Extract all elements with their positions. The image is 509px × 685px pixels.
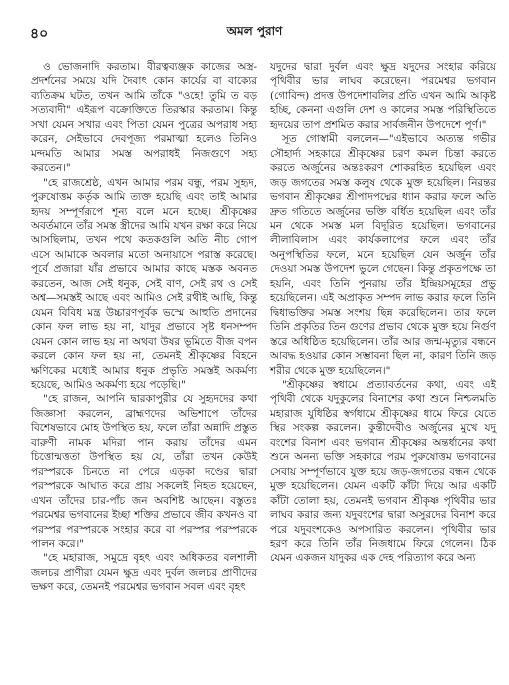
right-column bbox=[270, 60, 496, 566]
page-header bbox=[0, 22, 509, 44]
paragraph: ও ভোজনাদি করতাম। বীরত্বব্যঞ্জক কাজের অস্ত্র-প্রদর্শনের সময়ে যদি দৈবাৎ কোন কার্যের বা বাক্যের ব্যতিক্রম ঘটত, তখন আমি তাঁকে "ওহে! তুমি ত বড় সত্যবাদী" এইরূপ বক্রোক্তিতে তিরস্কার করতাম। কিন্তু সখা যেমন সখার এবং পিতা যেমন পুত্রের অপরাধ সহ্য করেন, সেইভাবে দেবপূজ্য পরমাত্মা হলেও তিনিও মন্দমতি আমার সমস্ত অপরাধই নিজগুণে সহ্য করতেন।" bbox=[31, 61, 257, 175]
paragraph: "হে রাজশ্রেষ্ঠ, এখন আমার পরম বন্ধু, পরম সুহৃদ, পুরুষোত্তম কর্তৃক আমি ত্যক্ত হয়েছি এবং তাই আমার হৃদয় সম্পূর্ণরূপে শূন্য বলে মনে হচ্ছে। শ্রীকৃষ্ণের অবর্তমানে তাঁর সমস্ত স্ত্রীদের আমি যখন রক্ষা করে নিয়ে আসছিলাম, তখন পথে কতকগুলি অতি নীচ গোপ এসে আমাকে অবলার মতো অনায়াসে পরাস্ত করেছে। পূর্বে প্রজারা যাঁর প্রভাবে আমার কাছে মস্তক অবনত করতেন, আজ সেই ধনুক, সেই বাণ, সেই রথ ও সেই অশ্ব—সমস্তই আছে এবং আমিও সেই রথীই আছি, কিন্তু যেমন বিবিধ মন্ত্র উচ্চারণপূর্বক ভস্মে আহুতি প্রদানের কোন ফল লাভ হয় না, যাদুর প্রভাবে সৃষ্ট ধনসম্পদ যেমন কোন লাভ হয় না অথবা উষর ভূমিতে বীজ বপন করলে কোন ফল হয় না, তেমনই শ্রীকৃষ্ণের বিহনে ক্ষণিকের মধ্যেই আমার ধনুক প্রভৃতি সমস্তই অকর্মণ্য হয়েছে, আমিও অকর্মণ্য হয়ে পড়েছি।" bbox=[31, 176, 257, 391]
left-column bbox=[31, 60, 257, 595]
running-title: অমল পুরাণ bbox=[226, 24, 283, 38]
paragraph: যদুদের দ্বারা দুর্বল এবং ক্ষুদ্র যদুদের সংহার করিয়ে পৃথিবীর ভার লাঘব করেছেন। পরমেশ্বর ভগবান (গোবিন্দ) প্রদত্ত উপদেশাবলির প্রতি এখন আমি আকৃষ্ট হচ্ছি, কেননা এগুলি দেশ ও কালের সমস্ত পরিস্থিতিতে হৃদয়ের তাপ প্রশমিত করার সার্বজনীন উপদেশে পূর্ণ।" bbox=[270, 61, 496, 131]
paragraph: "হে রাজন, আপনি দ্বারকাপুরীর যে সুহৃদদের কথা জিজ্ঞাসা করলেন, ব্রাহ্মণদের অভিশাপে তাঁদের বিশেষভাবে মোহ উপস্থিত হয়, ফলে তাঁরা অন্নাদি প্রস্তুত বারুণী নামক মদিরা পান করায় তাঁদের এমন চিত্তোন্মত্ততা উপস্থিত হয় যে, তাঁরা তখন কেউই পরস্পরকে চিনতে না পেরে এড়কা দণ্ডের দ্বারা পরস্পরকে আঘাত করে প্রায় সকলেই নিহত হয়েছেন, এখন তাঁদের চার-পাঁচ জন অবশিষ্ট আছেন। বস্তুতঃ পরমেশ্বর ভগবানের ইচ্ছা শক্তির প্রভাবে জীব কখনও বা পরস্পর পরস্পরকে সংহার করে বা পরস্পর পরস্পরকে পালন করে।" bbox=[31, 393, 257, 550]
paragraph: "হে মহারাজ, সমুদ্রে বৃহৎ এবং অধিকতর বলশালী জলচর প্রাণীরা যেমন ক্ষুদ্র এবং দুর্বল জলচর প্রাণীদের ভক্ষণ করে, তেমনই পরমেশ্বর ভগবান সবল এবং বৃহৎ bbox=[31, 552, 257, 594]
paragraph: সূত গোস্বামী বললেন—"এইভাবে অত্যন্ত গভীর সৌহার্দ্য সহকারে শ্রীকৃষ্ণের চরণ কমল চিন্তা করতে করতে অর্জুনের অন্তঃকরণ শোকরহিত হয়েছিল এবং জড় জগতের সমস্ত কলুষ থেকে মুক্ত হয়েছিল। নিরন্তর ভগবান শ্রীকৃষ্ণের শ্রীপাদপদ্মের ধ্যান করার ফলে অতি দ্রুত গতিতে অর্জুনের ভক্তি বর্ধিত হয়েছিল এবং তাঁর মন থেকে সমস্ত মল বিদূরিত হয়েছিল। ভগবানের লীলাবিলাস এবং কার্যকলাপের ফলে এবং তাঁর অনুপস্থিতির ফলে, মনে হয়েছিল যেন অর্জুন তাঁর দেওয়া সমস্ত উপদেশ ভুলে গেছেন। কিন্তু প্রকৃতপক্ষে তা হয়নি, এবং তিনি পুনরায় তাঁর ইন্দ্রিয়সমূহের প্রভু হয়েছিলেন। এই অপ্রাকৃত সম্পদ লাভ করার ফলে তিনি দ্বিধাভক্তির সমস্ত সংশয় ছিন্ন করেছিলেন। তার ফলে তিনি প্রকৃতির তিন গুণের প্রভাব থেকে মুক্ত হয়ে নির্গুণ স্তরে অধিষ্ঠিত হয়েছিলেন। তাঁর আর জন্ম-মৃত্যুর বন্ধনে আবদ্ধ হওয়ার কোন সম্ভাবনা ছিল না, কারণ তিনি জড় শরীর থেকে মুক্ত হয়েছিলেন।" bbox=[270, 133, 496, 377]
paragraph: "শ্রীকৃষ্ণের স্বধামে প্রত্যাবর্তনের কথা, এবং এই পৃথিবী থেকে যদুকুলের বিনাশের কথা শুনে নিশ্চলমতি মহারাজ যুধিষ্ঠির স্বর্গধামে শ্রীকৃষ্ণের ধামে ফিরে যেতে স্থির সংকল্প করলেন। কুন্তীদেবীও অর্জুনের মুখে যদু বংশের বিনাশ এবং ভগবান শ্রীকৃষ্ণের অন্তর্ধানের কথা শুনে অনন্য ভক্তি সহকারে পরম পুরুষোত্তম ভগবানের সেবায় সম্পূর্ণভাবে যুক্ত হয়ে জড়-জগতের বন্ধন থেকে মুক্ত হয়েছিলেন। যেমন একটি কাঁটা দিয়ে আর একটি কাঁটা তোলা হয়, তেমনই ভগবান শ্রীকৃষ্ণ পৃথিবীর ভার লাঘব করার জন্য যদুবংশের দ্বারা অসুরদের বিনাশ করে পরে যদুবংশকেও অপসারিত করলেন। পৃথিবীর ভার হরণ করে তিনি তাঁর নিজধামে ফিরে গেলেন। ঠিক যেমন একজন যাদুকর এক দেহ পরিত্যাগ করে অন্য bbox=[270, 378, 496, 565]
page-number: ৪০ bbox=[30, 26, 49, 42]
